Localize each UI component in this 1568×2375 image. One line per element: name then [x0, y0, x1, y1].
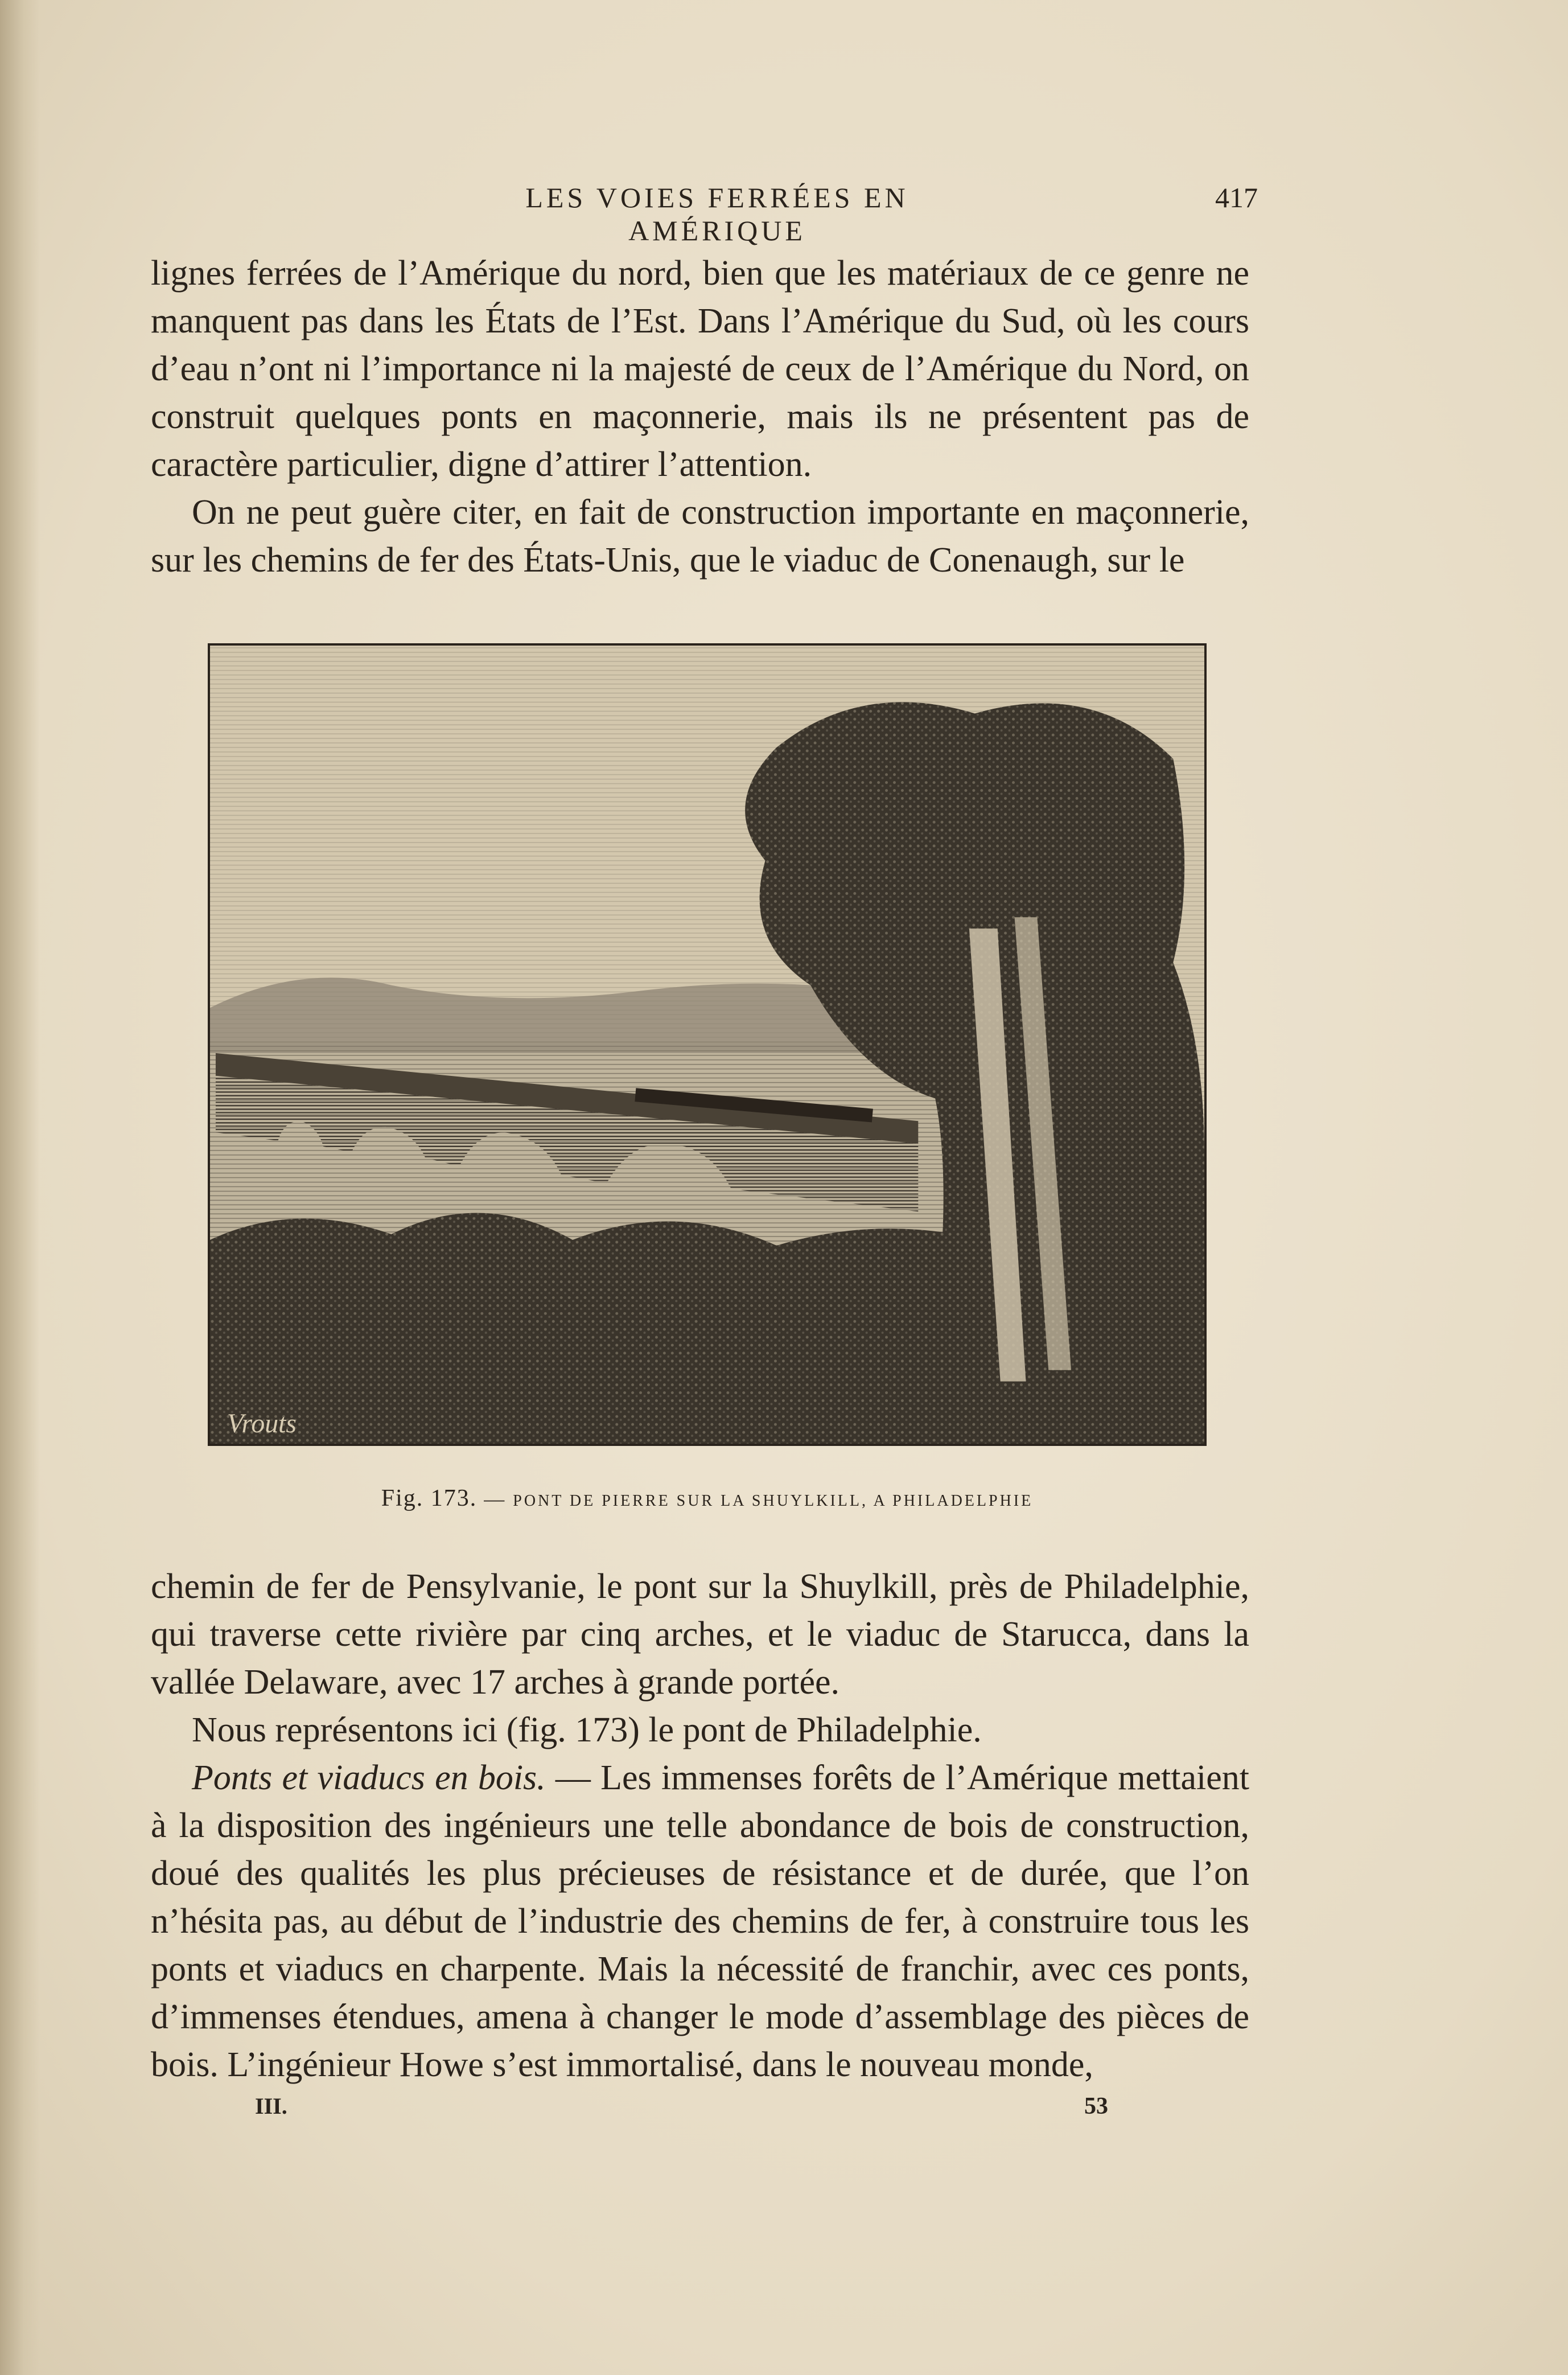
paragraph: Nous représentons ici (fig. 173) le pont de Philadelphie. — [192, 1711, 982, 1749]
signature-mark: 53 — [1084, 2093, 1108, 2119]
section-heading-italic: Ponts et viaducs en bois. — [192, 1758, 546, 1797]
caption-dash: — — [484, 1488, 507, 1510]
engraver-signature: Vrouts — [227, 1408, 297, 1439]
body-text-top — [151, 249, 1249, 584]
figure-title: PONT DE PIERRE SUR LA SHUYLKILL, A PHILADELPHIE — [513, 1492, 1034, 1510]
paragraph: lignes ferrées de l’Amérique du nord, bien que les matériaux de ce genre ne manquent pas dans les États de l’Est. Dans l’Amérique du Sud, où les cours d’eau n’ont ni l’importance ni la majesté de ceux de l’Amérique du Nord, on construit quelques ponts en maçonnerie, mais ils ne présentent pas de caractère particulier, digne d’attirer l’attention. — [151, 254, 1249, 484]
figure-label: Fig. 173. — [381, 1485, 478, 1511]
paragraph: On ne peut guère citer, en fait de construction importante en maçonnerie, sur les chemins de fer des États-Unis, que le viaduc de Conenaugh, sur le — [151, 493, 1249, 580]
figure-caption — [208, 1485, 1207, 1512]
volume-mark: III. — [255, 2093, 287, 2119]
bridge-engraving-illustration — [210, 646, 1204, 1444]
body-text-bottom — [151, 1563, 1249, 2089]
paragraph — [151, 1754, 1249, 2089]
page-number: 417 — [1215, 182, 1258, 213]
paragraph: chemin de fer de Pensylvanie, le pont sur la Shuylkill, près de Philadelphie, qui traverse cette rivière par cinq arches, et le viaduc de Starucca, dans la vallée Delaware, avec 17 arches à grande portée. — [151, 1567, 1249, 1702]
paragraph-text: — Les immenses forêts de l’Amérique mettaient à la disposition des ingénieurs une telle abondance de bois de construction, doué des qualités les plus précieuses de résistance et de durée, que l’on n’hésita pas, au début de l’industrie des chemins de fer, à construire tous les ponts et viaducs en charpente. Mais la nécessité de franchir, avec ces ponts, d’immenses étendues, amena à changer le mode d’assemblage des pièces de bois. L’ingénieur Howe s’est immortalisé, dans le nouveau monde, — [151, 1758, 1249, 2084]
binding-gutter — [0, 0, 40, 2375]
engraving-figure — [208, 643, 1207, 1446]
running-title: LES VOIES FERRÉES EN AMÉRIQUE — [525, 182, 909, 246]
